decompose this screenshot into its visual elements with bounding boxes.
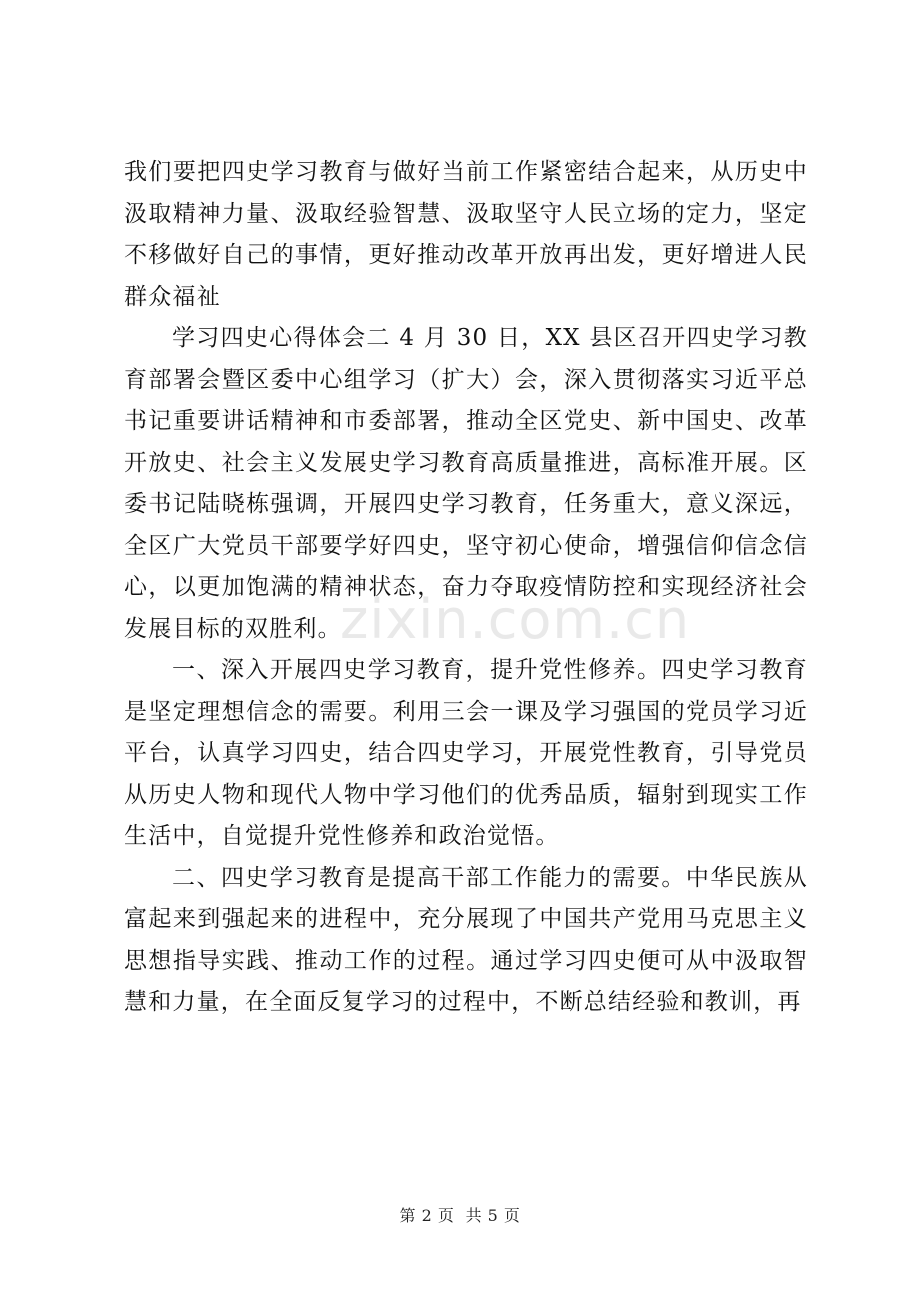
paragraph-1: 我们要把四史学习教育与做好当前工作紧密结合起来，从历史中汲取精神力量、汲取经验智慧、汲取坚守人民立场的定力，坚定不移做好自己的事情，更好推动改革开放再出发，更好增进人民群众福祉 [124,159,808,310]
page-footer [0,1203,920,1226]
page-number-label: 第 2 页 共 5 页 [399,1206,521,1225]
paragraph-4: 二、四史学习教育是提高干部工作能力的需要。中华民族从富起来到强起来的进程中，充分展现了中国共产党用马克思主义思想指导实践、推动工作的过程。通过学习四史便可从中汲取智慧和力量，在全面反复学习的过程中，不断总结经验和教训，再 [124,864,808,1015]
paragraph-3: 一、深入开展四史学习教育，提升党性修养。四史学习教育是坚定理想信念的需要。利用三会一课及学习强国的党员学习近平台，认真学习四史，结合四史学习，开展党性教育，引导党员从历史人物和现代人物中学习他们的优秀品质，辐射到现实工作生活中，自觉提升党性修养和政治觉悟。 [124,657,808,849]
paragraph-2: 学习四史心得体会二 4 月 30 日，XX 县区召开四史学习教育部署会暨区委中心组学习（扩大）会，深入贯彻落实习近平总书记重要讲话精神和市委部署，推动全区党史、新中国史、改革开放史、社会主义发展史学习教育高质量推进，高标准开展。区委书记陆晓栋强调，开展四史学习教育，任务重大，意义深远，全区广大党员干部要学好四史，坚守初心使命，增强信仰信念信心，以更加饱满的精神状态，奋力夺取疫情防控和实现经济社会发展目标的双胜利。 [124,325,808,642]
document-body [124,152,808,1024]
watermark: zixin.com.cn [340,588,691,651]
